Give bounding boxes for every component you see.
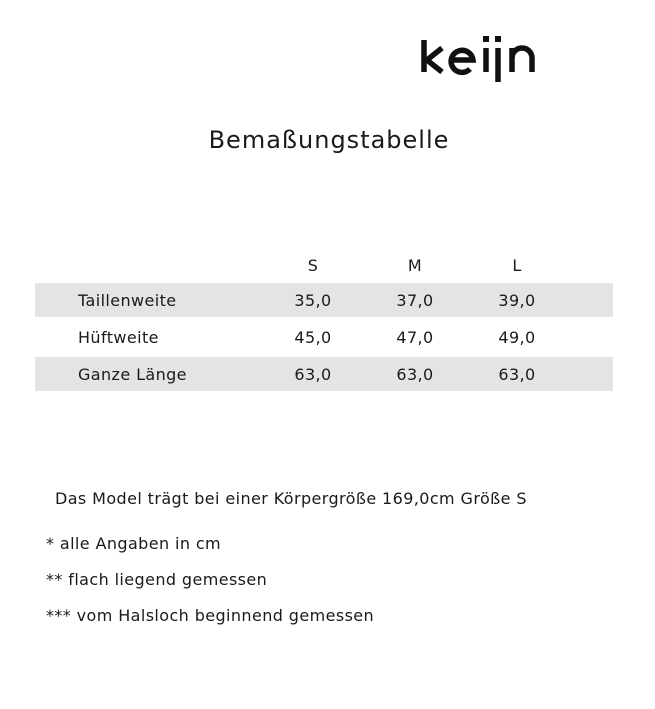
page-title: Bemaßungstabelle (208, 126, 450, 154)
brand-logo (418, 30, 554, 88)
footnote-flat: ** flach liegend gemessen (46, 570, 268, 589)
value-l: 63,0 (498, 364, 536, 384)
row-label: Ganze Länge (78, 364, 187, 384)
header-size-m: M (407, 255, 423, 275)
table-row (35, 320, 613, 354)
value-m: 63,0 (396, 364, 434, 384)
model-note: Das Model trägt bei einer Körpergröße 169,0cm Größe S (55, 489, 527, 508)
table-row (35, 283, 613, 317)
table-header-row (35, 250, 613, 280)
row-label: Hüftweite (78, 327, 159, 347)
size-table (35, 250, 613, 394)
value-l: 39,0 (498, 290, 536, 310)
row-label: Taillenweite (78, 290, 177, 310)
header-size-s: S (307, 255, 319, 275)
value-s: 35,0 (294, 290, 332, 310)
value-l: 49,0 (498, 327, 536, 347)
footnote-neck: *** vom Halsloch beginnend gemessen (46, 606, 375, 625)
value-s: 63,0 (294, 364, 332, 384)
footnote-units: * alle Angaben in cm (46, 534, 222, 553)
value-m: 37,0 (396, 290, 434, 310)
table-row (35, 357, 613, 391)
value-m: 47,0 (396, 327, 434, 347)
value-s: 45,0 (294, 327, 332, 347)
header-size-l: L (512, 255, 522, 275)
